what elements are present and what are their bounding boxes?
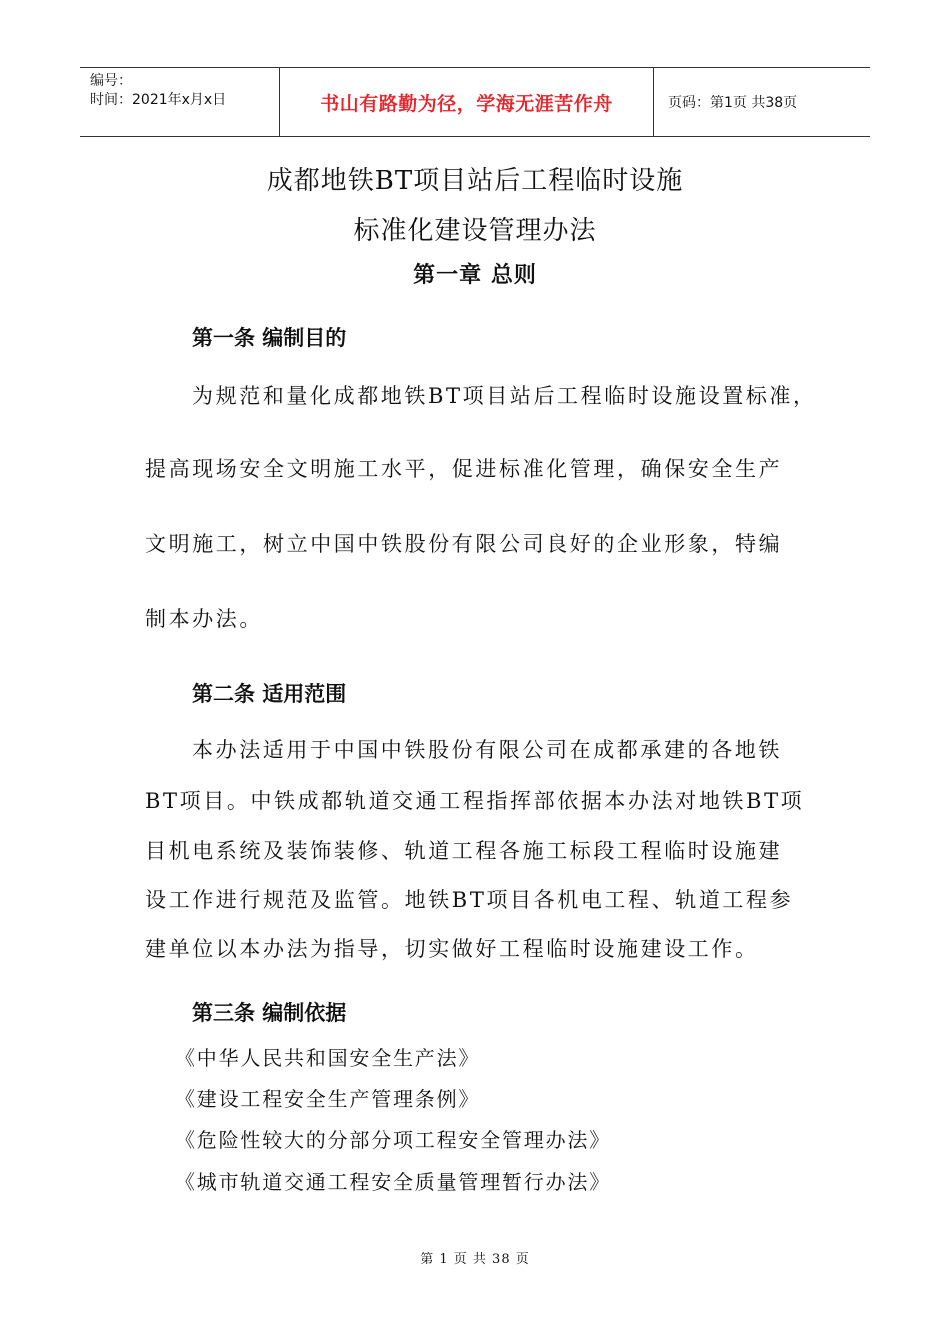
- article2-heading: 第二条 适用范围: [192, 682, 347, 706]
- reference-item: 《建设工程安全生产管理条例》: [175, 1087, 481, 1111]
- article2-line: 目机电系统及装饰装修、轨道工程各施工标段工程临时设施建: [145, 839, 783, 863]
- header-date-label: 时间：2021年x月x日: [90, 92, 227, 108]
- article3-heading: 第三条 编制依据: [192, 1001, 347, 1025]
- reference-item: 《城市轨道交通工程安全质量管理暂行办法》: [175, 1170, 611, 1194]
- header-meta: [80, 68, 280, 136]
- article1-line: 提高现场安全文明施工水平，促进标准化管理，确保安全生产: [145, 457, 783, 481]
- page-footer: 第 1 页 共 38 页: [420, 1252, 530, 1267]
- article1-line: 为规范和量化成都地铁BT项目站后工程临时设施设置标准，: [192, 384, 817, 408]
- article2-line: 设工作进行规范及监管。地铁BT项目各机电工程、轨道工程参: [145, 888, 794, 912]
- header-number-label: 编号：: [90, 73, 132, 89]
- reference-item: 《中华人民共和国安全生产法》: [175, 1046, 481, 1070]
- chapter-heading: 第一章 总则: [413, 263, 537, 288]
- header-motto: 书山有路勤为径，学海无涯苦作舟: [280, 68, 654, 136]
- header-page-info: 页码：第1页 共38页: [668, 95, 798, 111]
- article2-line: BT项目。中铁成都轨道交通工程指挥部依据本办法对地铁BT项: [145, 789, 805, 813]
- article1-heading: 第一条 编制目的: [192, 326, 347, 350]
- article1-line: 文明施工，树立中国中铁股份有限公司良好的企业形象，特编: [145, 532, 783, 556]
- document-title-line2: 标准化建设管理办法: [353, 216, 597, 246]
- article1-line: 制本办法。: [145, 607, 263, 631]
- article2-line: 本办法适用于中国中铁股份有限公司在成都承建的各地铁: [192, 738, 782, 762]
- document-title-line1: 成都地铁BT项目站后工程临时设施: [266, 166, 684, 196]
- reference-item: 《危险性较大的分部分项工程安全管理办法》: [175, 1128, 611, 1152]
- article2-line: 建单位以本办法为指导，切实做好工程临时设施建设工作。: [145, 937, 759, 961]
- page-header: [80, 67, 870, 137]
